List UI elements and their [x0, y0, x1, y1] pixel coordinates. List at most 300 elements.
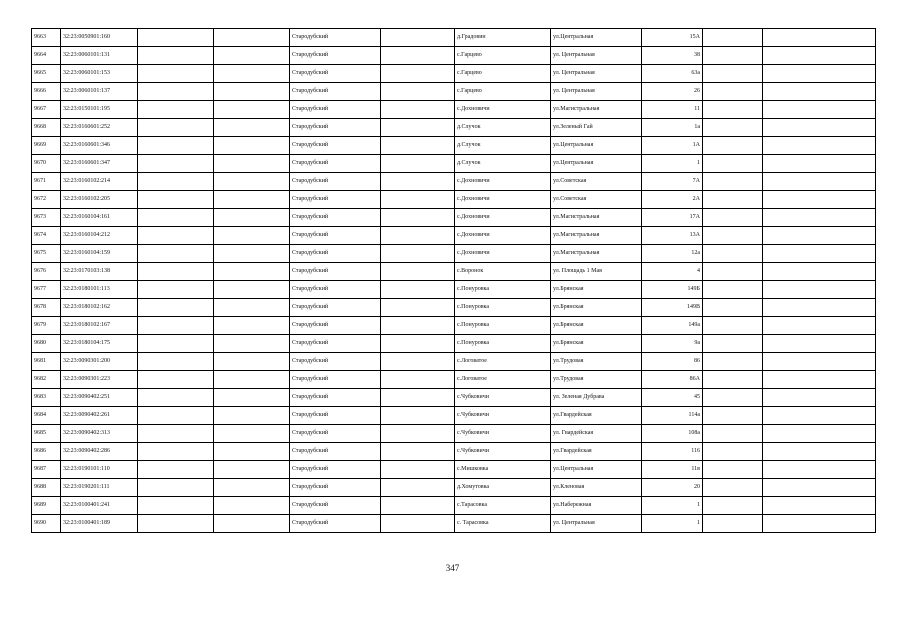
empty-cell — [381, 263, 455, 281]
empty-cell — [763, 317, 876, 335]
empty-cell — [703, 65, 763, 83]
settlement-cell: с.Чубковичи — [455, 443, 551, 461]
street-cell: ул.Центральная — [551, 155, 642, 173]
empty-cell — [703, 335, 763, 353]
house-number-cell: 149а — [642, 317, 703, 335]
empty-cell — [763, 83, 876, 101]
empty-cell — [703, 443, 763, 461]
cadastral-number-cell: 32:23:0160104:159 — [61, 245, 138, 263]
empty-cell — [138, 47, 214, 65]
table-row — [32, 479, 876, 497]
cadastral-number-cell: 32:23:0160102:214 — [61, 173, 138, 191]
settlement-cell: д.Случок — [455, 137, 551, 155]
empty-cell — [214, 299, 290, 317]
property-registry-table — [31, 28, 876, 533]
table-row — [32, 155, 876, 173]
empty-cell — [138, 119, 214, 137]
house-number-cell: 17А — [642, 209, 703, 227]
row-number-cell: 9664 — [32, 47, 61, 65]
row-number-cell: 9684 — [32, 407, 61, 425]
empty-cell — [381, 371, 455, 389]
empty-cell — [381, 101, 455, 119]
empty-cell — [703, 137, 763, 155]
page-number: 347 — [445, 563, 460, 573]
street-cell: ул.Гвардейская — [551, 443, 642, 461]
street-cell: ул.Трудовая — [551, 353, 642, 371]
house-number-cell: 86 — [642, 353, 703, 371]
empty-cell — [214, 263, 290, 281]
table-row — [32, 335, 876, 353]
table-row — [32, 65, 876, 83]
table-row — [32, 191, 876, 209]
empty-cell — [763, 263, 876, 281]
empty-cell — [381, 515, 455, 533]
district-cell: Стародубский — [290, 353, 381, 371]
house-number-cell: 11 — [642, 101, 703, 119]
table-row — [32, 137, 876, 155]
cadastral-number-cell: 32:23:0060101:153 — [61, 65, 138, 83]
cadastral-number-cell: 32:23:0090402:313 — [61, 425, 138, 443]
street-cell: ул. Площадь 1 Мая — [551, 263, 642, 281]
empty-cell — [703, 119, 763, 137]
street-cell: ул.Магистральная — [551, 101, 642, 119]
empty-cell — [703, 83, 763, 101]
empty-cell — [138, 209, 214, 227]
empty-cell — [214, 101, 290, 119]
district-cell: Стародубский — [290, 83, 381, 101]
empty-cell — [703, 47, 763, 65]
empty-cell — [381, 389, 455, 407]
settlement-cell: с.Понуровка — [455, 335, 551, 353]
settlement-cell: д.Хомутовка — [455, 479, 551, 497]
empty-cell — [763, 29, 876, 47]
house-number-cell: 45 — [642, 389, 703, 407]
street-cell: ул.Кленовая — [551, 479, 642, 497]
settlement-cell: с.Чубковичи — [455, 407, 551, 425]
cadastral-number-cell: 32:23:0100401:189 — [61, 515, 138, 533]
empty-cell — [703, 245, 763, 263]
row-number-cell: 9671 — [32, 173, 61, 191]
row-number-cell: 9689 — [32, 497, 61, 515]
empty-cell — [763, 119, 876, 137]
row-number-cell: 9667 — [32, 101, 61, 119]
street-cell: ул.Трудовая — [551, 371, 642, 389]
cadastral-number-cell: 32:23:0090301:200 — [61, 353, 138, 371]
settlement-cell: с.Гарцево — [455, 47, 551, 65]
row-number-cell: 9674 — [32, 227, 61, 245]
cadastral-number-cell: 32:23:0150101:195 — [61, 101, 138, 119]
street-cell: ул. Гвардейская — [551, 425, 642, 443]
cadastral-number-cell: 32:23:0160601:347 — [61, 155, 138, 173]
settlement-cell: д.Случок — [455, 155, 551, 173]
district-cell: Стародубский — [290, 425, 381, 443]
empty-cell — [138, 371, 214, 389]
empty-cell — [703, 389, 763, 407]
empty-cell — [763, 227, 876, 245]
district-cell: Стародубский — [290, 317, 381, 335]
row-number-cell: 9678 — [32, 299, 61, 317]
empty-cell — [381, 209, 455, 227]
row-number-cell: 9670 — [32, 155, 61, 173]
table-row — [32, 407, 876, 425]
house-number-cell: 20 — [642, 479, 703, 497]
district-cell: Стародубский — [290, 407, 381, 425]
empty-cell — [763, 479, 876, 497]
settlement-cell: с.Дохновичи — [455, 173, 551, 191]
district-cell: Стародубский — [290, 497, 381, 515]
settlement-cell: с.Дохновичи — [455, 245, 551, 263]
empty-cell — [214, 515, 290, 533]
settlement-cell: с.Дохновичи — [455, 227, 551, 245]
cadastral-number-cell: 32:23:0090402:286 — [61, 443, 138, 461]
settlement-cell: с.Логоватое — [455, 353, 551, 371]
table-row — [32, 461, 876, 479]
empty-cell — [138, 245, 214, 263]
house-number-cell: 38 — [642, 47, 703, 65]
house-number-cell: 1а — [642, 119, 703, 137]
cadastral-number-cell: 32:23:0160601:346 — [61, 137, 138, 155]
empty-cell — [381, 317, 455, 335]
empty-cell — [703, 317, 763, 335]
empty-cell — [138, 317, 214, 335]
district-cell: Стародубский — [290, 389, 381, 407]
table-row — [32, 263, 876, 281]
empty-cell — [381, 29, 455, 47]
cadastral-number-cell: 32:23:0180104:175 — [61, 335, 138, 353]
cadastral-number-cell: 32:23:0190201:111 — [61, 479, 138, 497]
empty-cell — [214, 497, 290, 515]
empty-cell — [381, 461, 455, 479]
cadastral-number-cell: 32:23:0090301:223 — [61, 371, 138, 389]
table-row — [32, 353, 876, 371]
empty-cell — [214, 425, 290, 443]
empty-cell — [763, 443, 876, 461]
street-cell: ул.Советская — [551, 191, 642, 209]
table-row — [32, 209, 876, 227]
cadastral-number-cell: 32:23:0180101:113 — [61, 281, 138, 299]
row-number-cell: 9683 — [32, 389, 61, 407]
empty-cell — [214, 335, 290, 353]
row-number-cell: 9690 — [32, 515, 61, 533]
empty-cell — [138, 101, 214, 119]
empty-cell — [214, 461, 290, 479]
house-number-cell: 149Б — [642, 281, 703, 299]
table-row — [32, 425, 876, 443]
settlement-cell: с.Дохновичи — [455, 191, 551, 209]
district-cell: Стародубский — [290, 281, 381, 299]
empty-cell — [703, 425, 763, 443]
settlement-cell: с.Понуровка — [455, 281, 551, 299]
empty-cell — [138, 137, 214, 155]
empty-cell — [214, 137, 290, 155]
empty-cell — [381, 353, 455, 371]
empty-cell — [138, 425, 214, 443]
row-number-cell: 9673 — [32, 209, 61, 227]
empty-cell — [138, 173, 214, 191]
house-number-cell: 15А — [642, 29, 703, 47]
district-cell: Стародубский — [290, 479, 381, 497]
settlement-cell: с.Понуровка — [455, 299, 551, 317]
empty-cell — [214, 119, 290, 137]
empty-cell — [763, 371, 876, 389]
empty-cell — [138, 461, 214, 479]
table-row — [32, 497, 876, 515]
row-number-cell: 9688 — [32, 479, 61, 497]
empty-cell — [703, 263, 763, 281]
row-number-cell: 9681 — [32, 353, 61, 371]
house-number-cell: 86А — [642, 371, 703, 389]
empty-cell — [763, 191, 876, 209]
empty-cell — [381, 497, 455, 515]
settlement-cell: с.Тарасовка — [455, 497, 551, 515]
empty-cell — [381, 407, 455, 425]
house-number-cell: 9а — [642, 335, 703, 353]
row-number-cell: 9668 — [32, 119, 61, 137]
district-cell: Стародубский — [290, 119, 381, 137]
empty-cell — [763, 299, 876, 317]
empty-cell — [763, 389, 876, 407]
table-row — [32, 101, 876, 119]
house-number-cell: 7А — [642, 173, 703, 191]
cadastral-number-cell: 32:23:0170103:138 — [61, 263, 138, 281]
street-cell: ул.Магистральная — [551, 245, 642, 263]
row-number-cell: 9672 — [32, 191, 61, 209]
cadastral-number-cell: 32:23:0160104:212 — [61, 227, 138, 245]
district-cell: Стародубский — [290, 47, 381, 65]
settlement-cell: с.Дохновичи — [455, 101, 551, 119]
empty-cell — [138, 281, 214, 299]
house-number-cell: 108а — [642, 425, 703, 443]
street-cell: ул.Центральная — [551, 137, 642, 155]
cadastral-number-cell: 32:23:0090402:251 — [61, 389, 138, 407]
row-number-cell: 9687 — [32, 461, 61, 479]
empty-cell — [138, 407, 214, 425]
row-number-cell: 9669 — [32, 137, 61, 155]
table-row — [32, 83, 876, 101]
empty-cell — [138, 299, 214, 317]
table-row — [32, 47, 876, 65]
empty-cell — [381, 245, 455, 263]
empty-cell — [214, 209, 290, 227]
district-cell: Стародубский — [290, 191, 381, 209]
empty-cell — [214, 443, 290, 461]
empty-cell — [703, 371, 763, 389]
empty-cell — [763, 101, 876, 119]
table-row — [32, 173, 876, 191]
empty-cell — [381, 299, 455, 317]
empty-cell — [214, 227, 290, 245]
house-number-cell: 1А — [642, 137, 703, 155]
cadastral-number-cell: 32:23:0050901:160 — [61, 29, 138, 47]
empty-cell — [381, 479, 455, 497]
empty-cell — [763, 173, 876, 191]
empty-cell — [381, 173, 455, 191]
district-cell: Стародубский — [290, 65, 381, 83]
empty-cell — [763, 335, 876, 353]
district-cell: Стародубский — [290, 263, 381, 281]
empty-cell — [381, 443, 455, 461]
empty-cell — [214, 281, 290, 299]
district-cell: Стародубский — [290, 461, 381, 479]
empty-cell — [381, 281, 455, 299]
empty-cell — [138, 191, 214, 209]
empty-cell — [138, 65, 214, 83]
settlement-cell: с.Воронок — [455, 263, 551, 281]
cadastral-number-cell: 32:23:0060101:131 — [61, 47, 138, 65]
empty-cell — [703, 173, 763, 191]
district-cell: Стародубский — [290, 137, 381, 155]
empty-cell — [763, 209, 876, 227]
empty-cell — [703, 227, 763, 245]
cadastral-number-cell: 32:23:0160102:205 — [61, 191, 138, 209]
empty-cell — [381, 155, 455, 173]
table-row — [32, 227, 876, 245]
empty-cell — [381, 47, 455, 65]
street-cell: ул.Гвардейская — [551, 407, 642, 425]
empty-cell — [138, 263, 214, 281]
district-cell: Стародубский — [290, 173, 381, 191]
row-number-cell: 9685 — [32, 425, 61, 443]
street-cell: ул. Центральная — [551, 47, 642, 65]
row-number-cell: 9679 — [32, 317, 61, 335]
empty-cell — [763, 407, 876, 425]
district-cell: Стародубский — [290, 227, 381, 245]
table-row — [32, 299, 876, 317]
empty-cell — [703, 461, 763, 479]
empty-cell — [214, 83, 290, 101]
empty-cell — [214, 173, 290, 191]
settlement-cell: д.Градовин — [455, 29, 551, 47]
table-row — [32, 29, 876, 47]
cadastral-number-cell: 32:23:0160601:252 — [61, 119, 138, 137]
street-cell: ул.Набережная — [551, 497, 642, 515]
district-cell: Стародубский — [290, 335, 381, 353]
empty-cell — [138, 515, 214, 533]
table-row — [32, 119, 876, 137]
empty-cell — [381, 227, 455, 245]
settlement-cell: с.Чубковичи — [455, 389, 551, 407]
empty-cell — [763, 47, 876, 65]
empty-cell — [703, 515, 763, 533]
empty-cell — [763, 461, 876, 479]
district-cell: Стародубский — [290, 299, 381, 317]
street-cell: ул.Советская — [551, 173, 642, 191]
street-cell: ул.Брянская — [551, 335, 642, 353]
row-number-cell: 9675 — [32, 245, 61, 263]
settlement-cell: с.Дохновичи — [455, 209, 551, 227]
street-cell: ул.Магистральная — [551, 209, 642, 227]
row-number-cell: 9665 — [32, 65, 61, 83]
settlement-cell: с.Понуровка — [455, 317, 551, 335]
street-cell: ул. Центральная — [551, 65, 642, 83]
house-number-cell: 149В — [642, 299, 703, 317]
settlement-cell: с.Мишковка — [455, 461, 551, 479]
empty-cell — [138, 227, 214, 245]
district-cell: Стародубский — [290, 515, 381, 533]
empty-cell — [381, 137, 455, 155]
empty-cell — [214, 371, 290, 389]
table-row — [32, 281, 876, 299]
street-cell: ул.Центральная — [551, 29, 642, 47]
empty-cell — [703, 353, 763, 371]
street-cell: ул. Центральная — [551, 83, 642, 101]
district-cell: Стародубский — [290, 29, 381, 47]
empty-cell — [763, 281, 876, 299]
empty-cell — [703, 299, 763, 317]
street-cell: ул.Брянская — [551, 281, 642, 299]
street-cell: ул. Зеленая Дубрава — [551, 389, 642, 407]
empty-cell — [214, 317, 290, 335]
empty-cell — [703, 479, 763, 497]
settlement-cell: д.Случок — [455, 119, 551, 137]
house-number-cell: 114а — [642, 407, 703, 425]
empty-cell — [214, 479, 290, 497]
house-number-cell: 116 — [642, 443, 703, 461]
house-number-cell: 11в — [642, 461, 703, 479]
empty-cell — [703, 281, 763, 299]
empty-cell — [138, 155, 214, 173]
house-number-cell: 2А — [642, 191, 703, 209]
empty-cell — [703, 29, 763, 47]
table-row — [32, 245, 876, 263]
cadastral-number-cell: 32:23:0180102:167 — [61, 317, 138, 335]
row-number-cell: 9677 — [32, 281, 61, 299]
empty-cell — [138, 389, 214, 407]
settlement-cell: с.Гарцево — [455, 65, 551, 83]
table-row — [32, 317, 876, 335]
empty-cell — [763, 65, 876, 83]
empty-cell — [138, 335, 214, 353]
registry-table-body — [32, 29, 876, 533]
settlement-cell: с.Гарцево — [455, 83, 551, 101]
empty-cell — [214, 29, 290, 47]
empty-cell — [214, 65, 290, 83]
empty-cell — [214, 47, 290, 65]
district-cell: Стародубский — [290, 443, 381, 461]
row-number-cell: 9686 — [32, 443, 61, 461]
empty-cell — [381, 335, 455, 353]
table-row — [32, 371, 876, 389]
district-cell: Стародубский — [290, 371, 381, 389]
empty-cell — [763, 353, 876, 371]
district-cell: Стародубский — [290, 209, 381, 227]
empty-cell — [214, 353, 290, 371]
cadastral-number-cell: 32:23:0060101:137 — [61, 83, 138, 101]
empty-cell — [763, 245, 876, 263]
settlement-cell: с.Логоватое — [455, 371, 551, 389]
settlement-cell: с. Тарасовка — [455, 515, 551, 533]
cadastral-number-cell: 32:23:0090402:261 — [61, 407, 138, 425]
empty-cell — [703, 209, 763, 227]
cadastral-number-cell: 32:23:0100401:241 — [61, 497, 138, 515]
empty-cell — [138, 83, 214, 101]
street-cell: ул.Магистральная — [551, 227, 642, 245]
empty-cell — [138, 29, 214, 47]
row-number-cell: 9682 — [32, 371, 61, 389]
empty-cell — [763, 425, 876, 443]
empty-cell — [381, 191, 455, 209]
street-cell: ул. Центральная — [551, 515, 642, 533]
street-cell: ул.Центральная — [551, 461, 642, 479]
cadastral-number-cell: 32:23:0180102:162 — [61, 299, 138, 317]
house-number-cell: 26 — [642, 83, 703, 101]
house-number-cell: 4 — [642, 263, 703, 281]
empty-cell — [381, 65, 455, 83]
empty-cell — [381, 83, 455, 101]
house-number-cell: 63а — [642, 65, 703, 83]
empty-cell — [214, 191, 290, 209]
table-row — [32, 443, 876, 461]
